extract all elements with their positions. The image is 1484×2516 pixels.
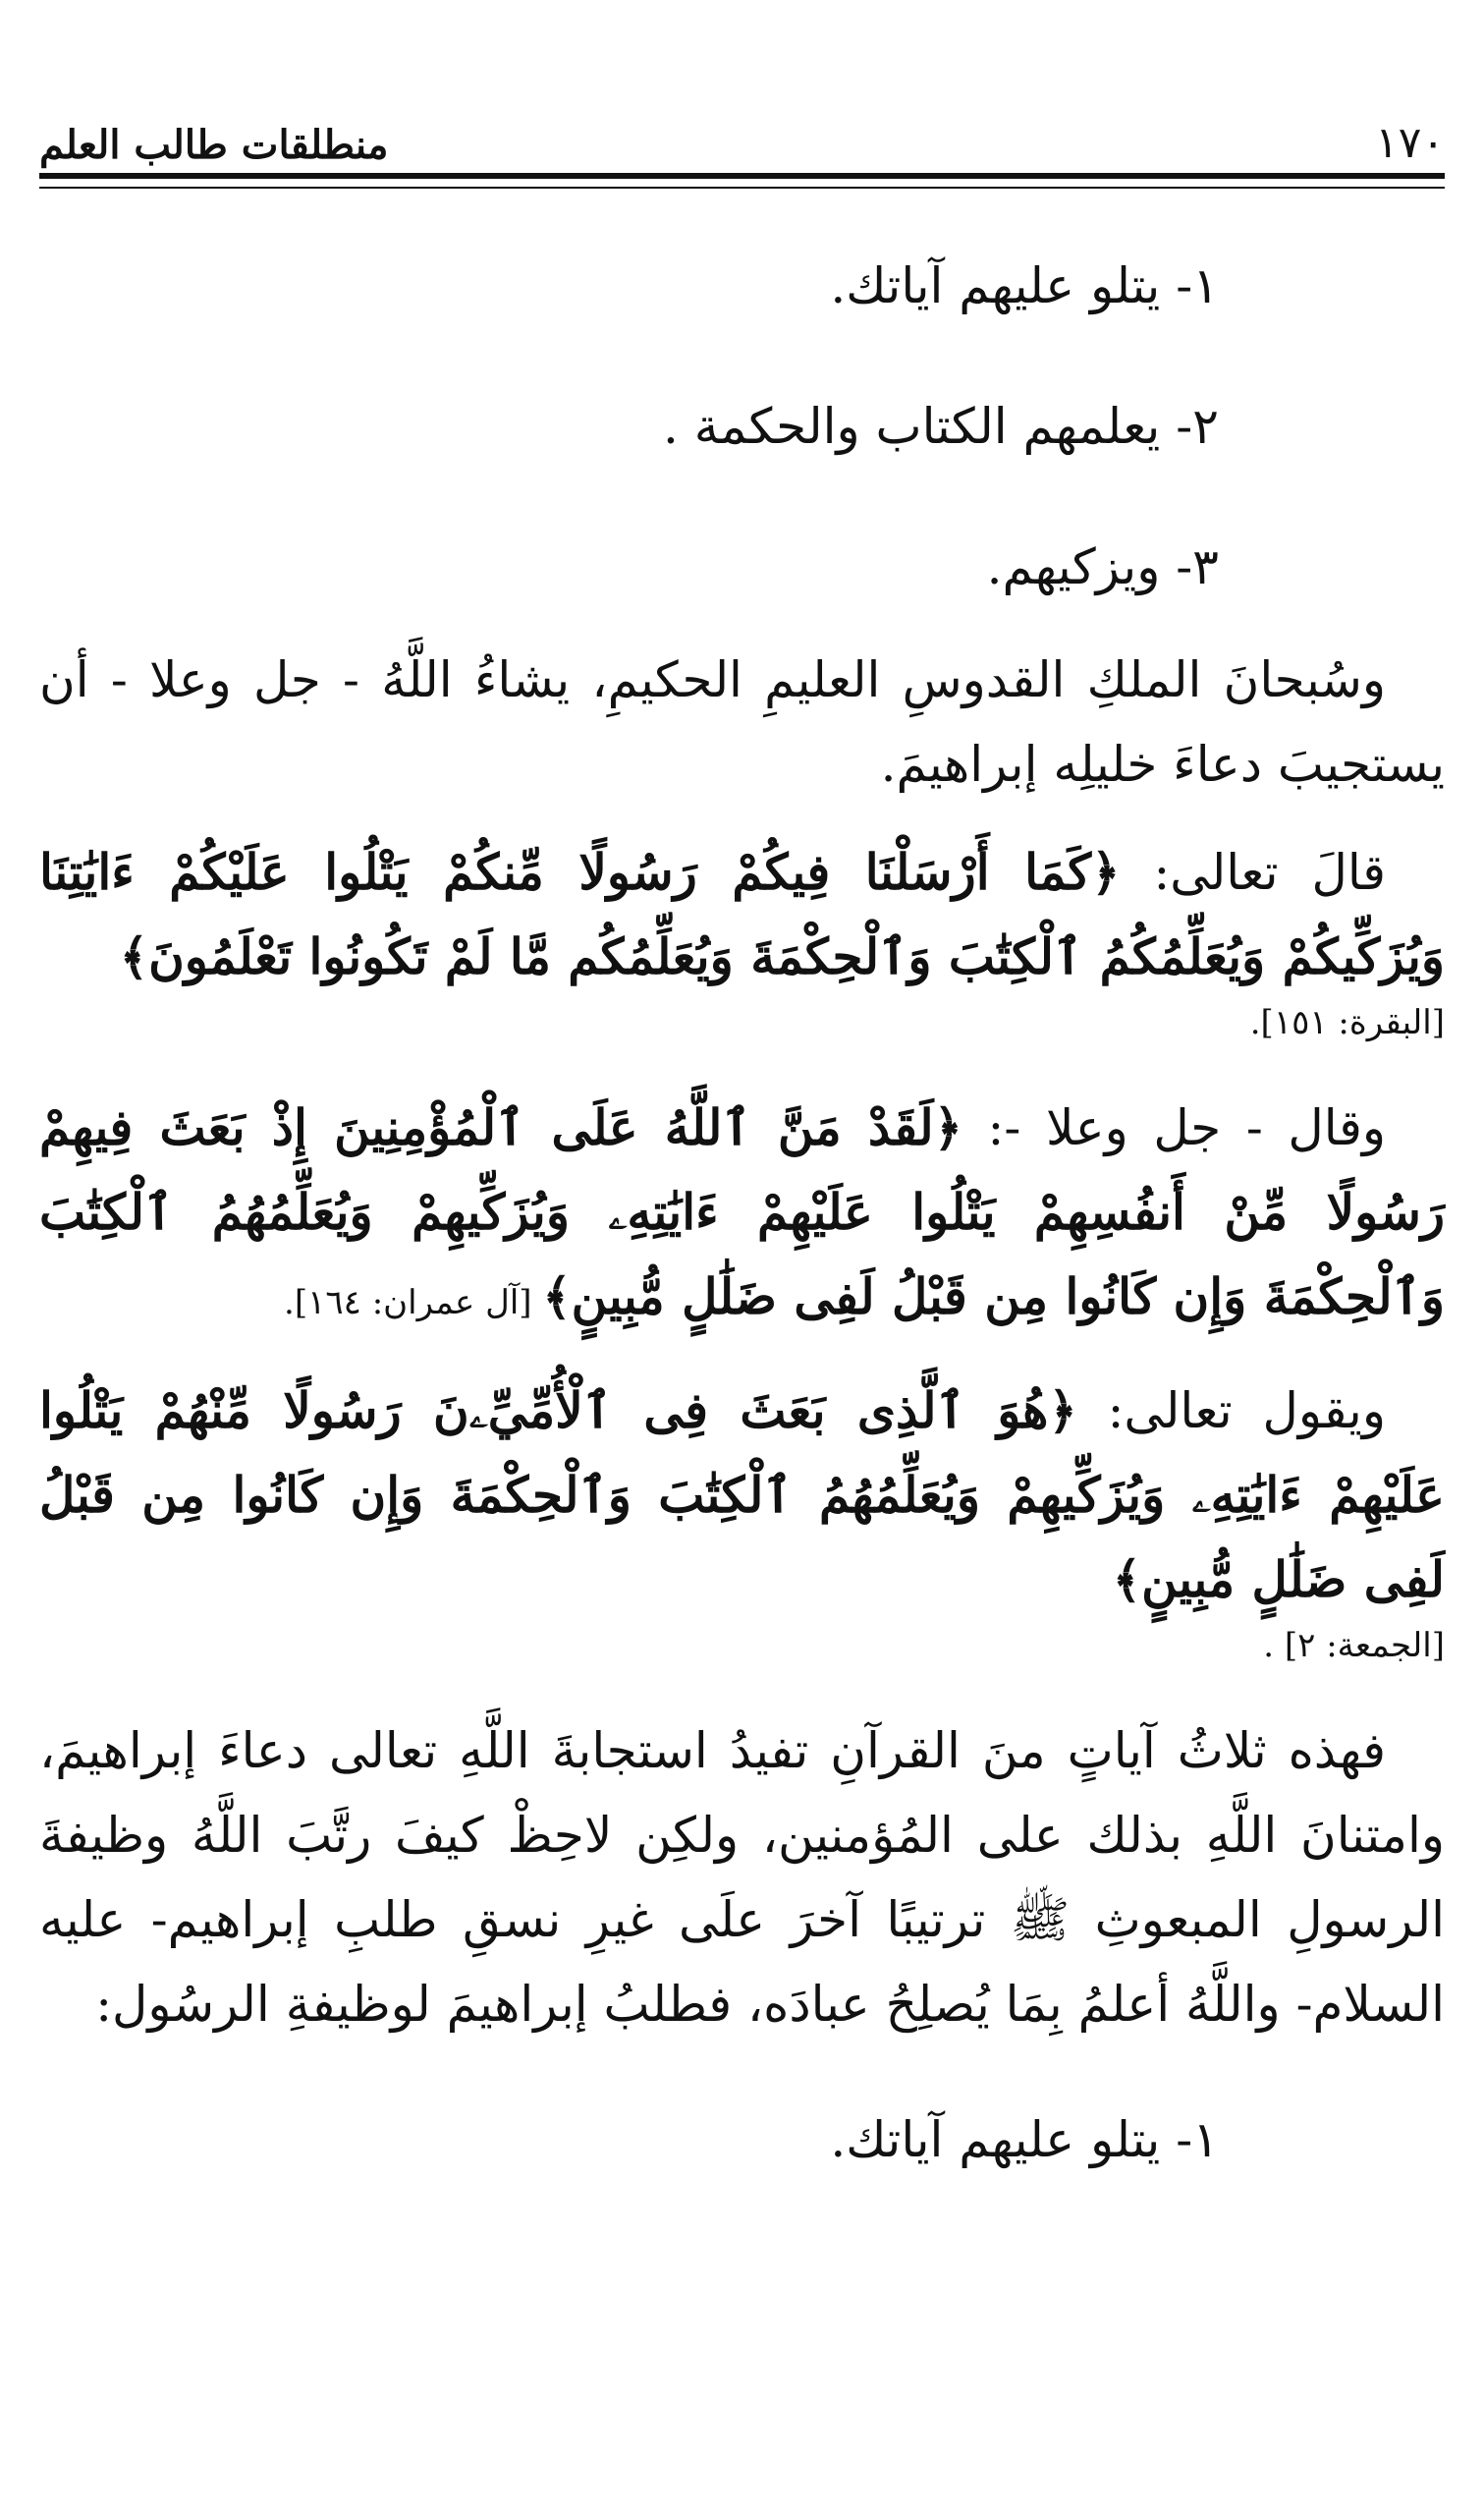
list-item: ٣- ويزكيهم. bbox=[986, 538, 1219, 595]
quran-citation-paragraph bbox=[39, 1369, 1445, 1622]
paragraph: فهذه ثلاثُ آياتٍ منَ القرآنِ تفيدُ استجابةَ اللَّهِ تعالى دعاءَ إبراهيمَ، وامتنانَ اللَّهِ بذلك على المُؤمنين، ولكِن لاحِظْ كيفَ رتَّبَ اللَّهُ وظيفةَ الرسولِ المبعوثِ ﷺ ترتيبًا آخرَ علَى غيرِ نسقِ طلبِ إبراهيم- عليه السلام- واللَّهُ أعلمُ بِمَا يُصلِحُ عبادَه، فطلبُ إبراهيمَ لوظيفةِ الرسُول: bbox=[39, 1722, 1445, 2033]
page-header bbox=[39, 106, 1445, 168]
list-item: ١- يتلو عليهم آياتك. bbox=[830, 2111, 1219, 2168]
paragraph-intro: ويقول تعالى: bbox=[1076, 1382, 1386, 1439]
header-rule-thin bbox=[39, 187, 1445, 189]
quran-citation-paragraph bbox=[39, 1086, 1445, 1345]
paragraph: وسُبحانَ الملكِ القدوسِ العليمِ الحكيمِ، يشاءُ اللَّهُ - جل وعلا - أن يستجيبَ دعاءَ خليلِه إبراهيمَ. bbox=[39, 651, 1445, 793]
page-number: ١٧٠ bbox=[1375, 118, 1445, 168]
citation-reference: [البقرة: ١٥١]. bbox=[1249, 1003, 1445, 1042]
citation-reference: [الجمعة: ٢] . bbox=[1263, 1626, 1445, 1665]
list-item: ١- يتلو عليهم آياتك. bbox=[830, 257, 1219, 314]
quran-quote: ﴿هُوَ ٱلَّذِى بَعَثَ فِى ٱلْأُمِّيِّۦنَ رَسُولًا مِّنْهُمْ يَتْلُوا عَلَيْهِمْ ءَايَٰتِهِۦ وَيُزَكِّيهِمْ وَيُعَلِّمُهُمُ ٱلْكِتَٰبَ وَٱلْحِكْمَةَ وَإِن كَانُوا مِن قَبْلُ لَفِى ضَلَٰلٍ مُّبِينٍ﴾ bbox=[39, 1381, 1445, 1608]
header-rule-thick bbox=[39, 173, 1445, 179]
page-body bbox=[39, 216, 1445, 2477]
citation-reference: [آل عمران: ١٦٤]. bbox=[284, 1283, 543, 1322]
running-title: منطلقات طالب العلم bbox=[39, 122, 389, 168]
list-item: ٢- يعلمهم الكتاب والحكمة . bbox=[662, 398, 1219, 455]
paragraph-intro: قالَ تعالى: bbox=[1120, 844, 1386, 901]
paragraph-intro: وقال - جل وعلا -: bbox=[962, 1099, 1386, 1156]
quran-quote: ﴿لَقَدْ مَنَّ ٱللَّهُ عَلَى ٱلْمُؤْمِنِينَ إِذْ بَعَثَ فِيهِمْ رَسُولًا مِّنْ أَنفُسِهِمْ يَتْلُوا عَلَيْهِمْ ءَايَٰتِهِۦ وَيُزَكِّيهِمْ وَيُعَلِّمُهُمُ ٱلْكِتَٰبَ وَٱلْحِكْمَةَ وَإِن كَانُوا مِن قَبْلُ لَفِى ضَلَٰلٍ مُّبِينٍ﴾ bbox=[39, 1098, 1445, 1325]
quran-citation-paragraph bbox=[39, 830, 1445, 999]
quran-quote: ﴿كَمَا أَرْسَلْنَا فِيكُمْ رَسُولًا مِّنكُمْ يَتْلُوا عَلَيْكُمْ ءَايَٰتِنَا وَيُزَكِّيكُمْ وَيُعَلِّمُكُمُ ٱلْكِتَٰبَ وَٱلْحِكْمَةَ وَيُعَلِّمُكُم مَّا لَمْ تَكُونُوا تَعْلَمُونَ﴾ bbox=[39, 843, 1445, 985]
